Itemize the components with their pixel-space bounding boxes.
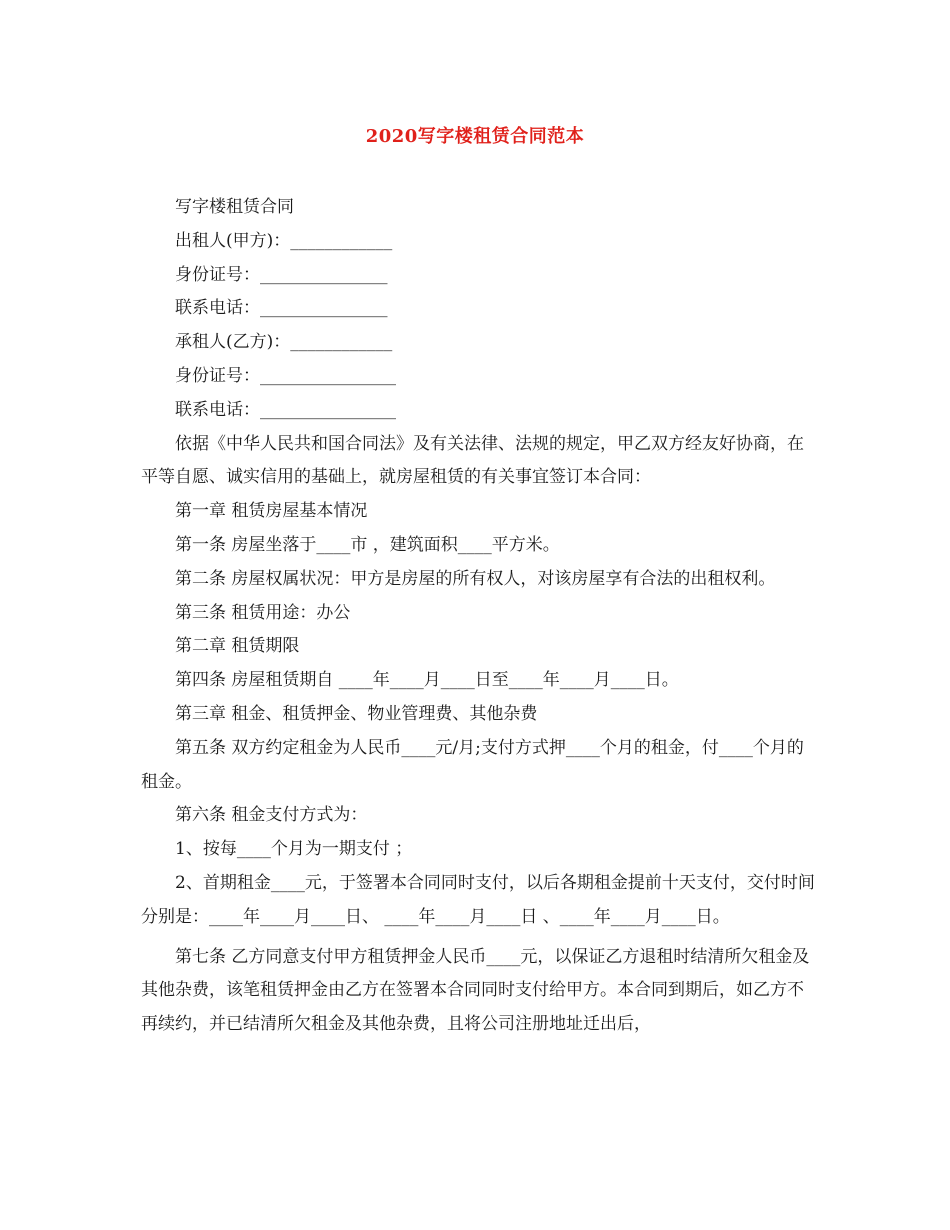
paragraph: 联系电话：________________: [175, 399, 396, 420]
paragraph: 出租人(甲方)：____________: [175, 230, 393, 251]
paragraph: 第四条 房屋租赁期自 ____年____月____日至____年____月____日。: [175, 670, 679, 691]
paragraph: 2、首期租金____元，于签署本合同同时支付，以后各期租金提前十天支付，交付时间分别是：____年____月____日、 ____年____月____日 、____年____月____日。: [141, 872, 815, 927]
paragraph: 依据《中华人民共和国合同法》及有关法律、法规的规定，甲乙双方经友好协商，在平等自愿、诚实信用的基础上，就房屋租赁的有关事宜签订本合同：: [141, 433, 804, 488]
paragraph: 第七条 乙方同意支付甲方租赁押金人民币____元，以保证乙方退租时结清所欠租金及其他杂费，该笔租赁押金由乙方在签署本合同同时支付给甲方。本合同到期后，如乙方不再续约，并已结清所欠租金及其他杂费，且将公司注册地址迁出后，: [141, 946, 810, 1035]
paragraph: 身份证号：________________: [175, 365, 396, 386]
paragraph: 第一条 房屋坐落于____市 ，建筑面积____平方米。: [175, 534, 560, 555]
paragraph: 第三条 租赁用途：办公: [175, 602, 351, 623]
paragraph: 第二条 房屋权属状况：甲方是房屋的所有权人，对该房屋享有合法的出租权利。: [175, 568, 776, 589]
document-body: [141, 191, 817, 1042]
paragraph: 第五条 双方约定租金为人民币____元/月;支付方式押____个月的租金，付____个月的租金。: [141, 737, 804, 792]
paragraph: 承租人(乙方)：____________: [175, 332, 393, 353]
paragraph: 第六条 租金支付方式为：: [175, 805, 368, 826]
paragraph: 写字楼租赁合同: [175, 197, 294, 217]
paragraph: 1、按每____个月为一期支付 ；: [175, 839, 413, 860]
document-title: 2020写字楼租赁合同范本: [365, 126, 585, 147]
paragraph: 第一章 租赁房屋基本情况: [175, 501, 368, 522]
paragraph: 第二章 租赁期限: [175, 636, 300, 657]
paragraph: 身份证号：_______________: [175, 264, 388, 285]
paragraph: 联系电话：_______________: [175, 298, 388, 319]
paragraph: 第三章 租金、租赁押金、物业管理费、其他杂费: [175, 703, 538, 724]
